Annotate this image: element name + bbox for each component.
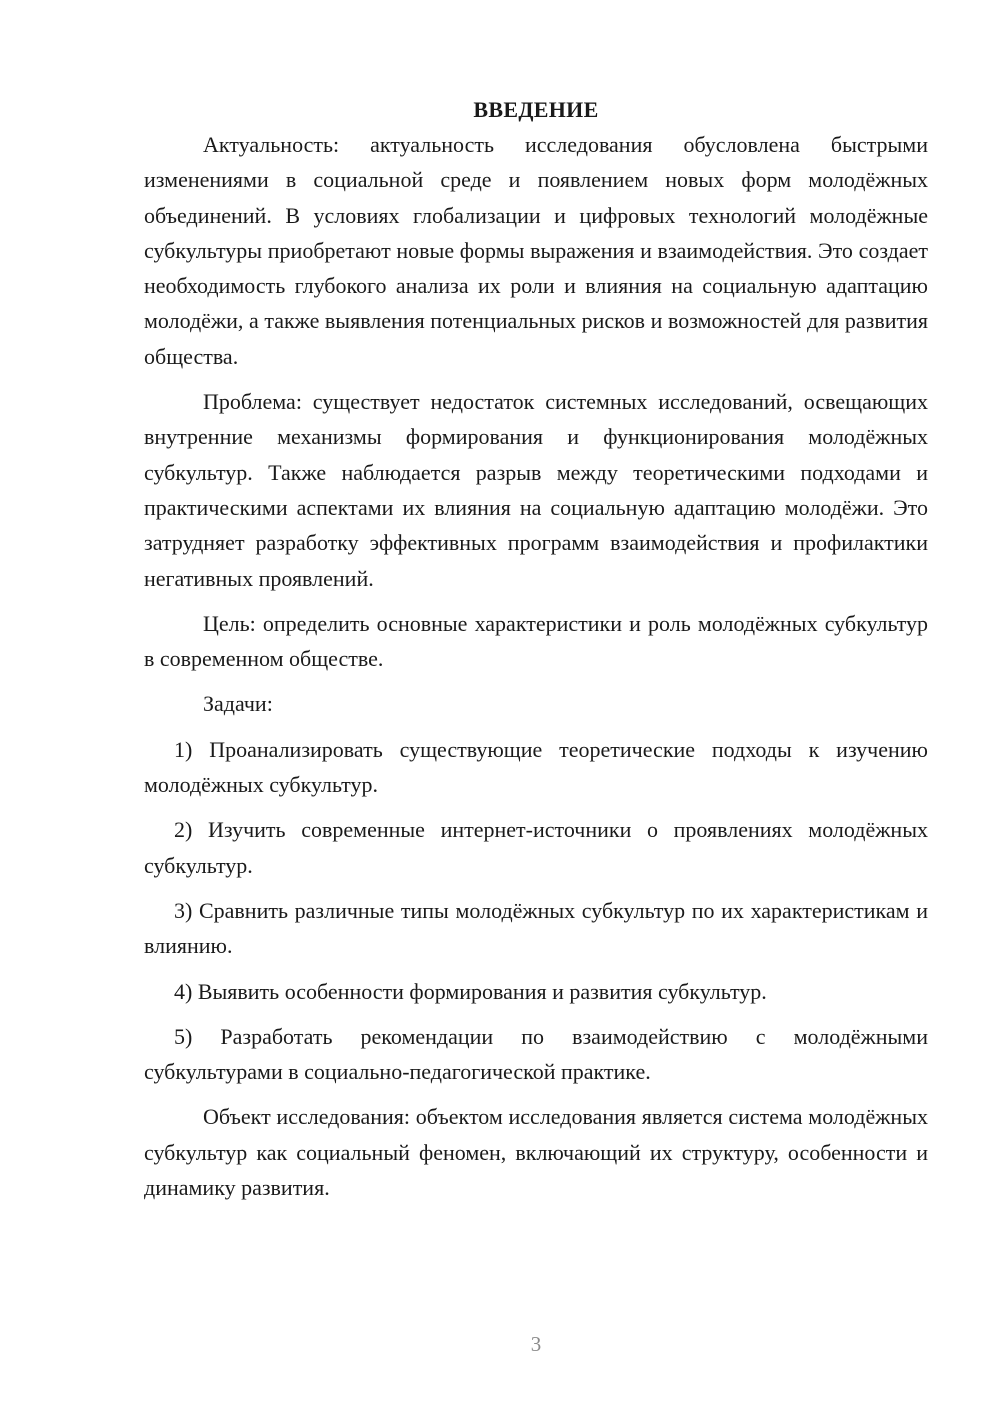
object-paragraph: Объект исследования: объектом исследования является система молодёжных субкультур как социальный феномен, включающий их структуру, особенности и динамику развития. xyxy=(144,1104,928,1201)
tasks-label: Задачи: xyxy=(203,691,273,717)
relevance-paragraph: Актуальность: актуальность исследования обусловлена быстрыми изменениями в социальной среде и появлением новых форм молодёжных объединений. В условиях глобализации и цифровых технологий молодёжные субкультуры приобретают новые формы выражения и взаимодействия. Это создает необходимость глубокого анализа их роли и влияния на социальную адаптацию молодёжи, а также выявления потенциальных рисков и возможностей для развития общества. xyxy=(144,132,928,369)
task-item-2: 2) Изучить современные интернет-источники о проявлениях молодёжных субкультур. xyxy=(144,817,928,878)
goal-paragraph: Цель: определить основные характеристики и роль молодёжных субкультур в современном обществе. xyxy=(144,610,928,672)
task-item-1: 1) Проанализировать существующие теоретические подходы к изучению молодёжных субкультур. xyxy=(144,736,928,798)
task-item-3: 3) Сравнить различные типы молодёжных субкультур по их характеристикам и влиянию. xyxy=(144,897,928,959)
problem-paragraph: Проблема: существует недостаток системных исследований, освещающих внутренние механизмы формирования и функционирования молодёжных субкультур. Также наблюдается разрыв между теоретическими подходами и практическими аспектами их влияния на социальную адаптацию молодёжи. Это затрудняет разработку эффективных программ взаимодействия и профилактики негативных проявлений. xyxy=(144,389,928,591)
task-item-5: 5) Разработать рекомендации по взаимодействию с молодёжными субкультурами в социально-педагогической практике. xyxy=(144,1023,928,1085)
document-page xyxy=(144,92,928,1215)
section-heading: ВВЕДЕНИЕ xyxy=(473,97,599,122)
page-number: 3 xyxy=(530,1332,542,1356)
task-item-4: 4) Выявить особенности формирования и развития субкультур. xyxy=(174,978,767,1004)
